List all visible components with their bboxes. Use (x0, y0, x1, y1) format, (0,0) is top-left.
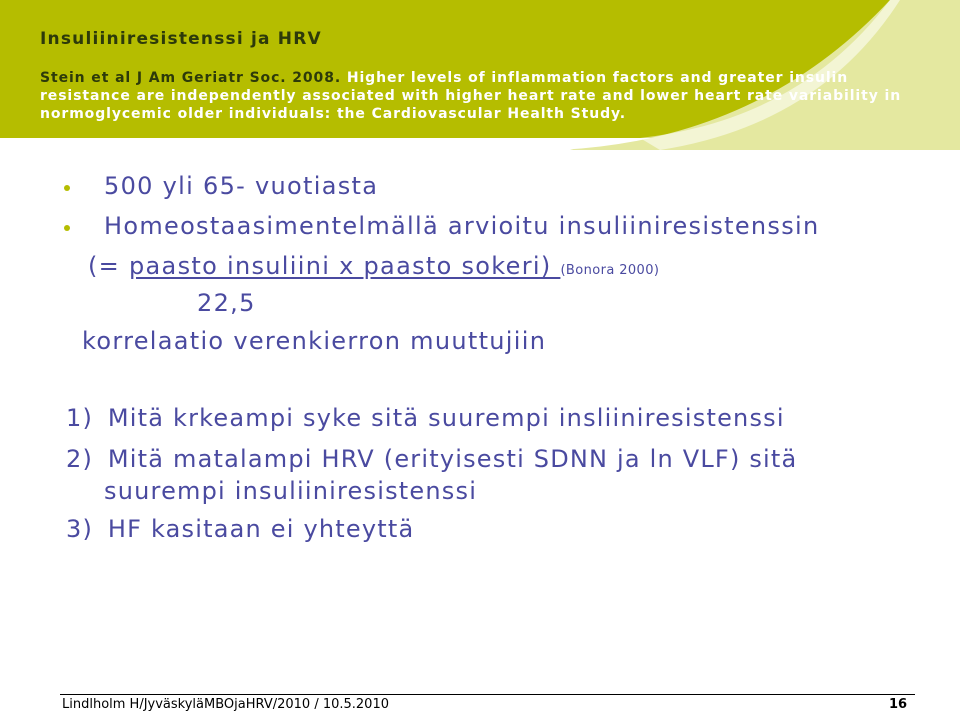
footer-divider (60, 694, 915, 695)
formula-open: (= (88, 252, 130, 280)
bullet-method: Homeostaasimentelmällä arvioitu insuliiniresistenssin (104, 212, 820, 240)
finding-number: 3) (66, 515, 94, 543)
footer-credit: Lindlholm H/JyväskyläMBOjaHRV/2010 / 10.5.2010 (62, 697, 389, 712)
correlation-text: korrelaatio verenkierron muuttujiin (82, 327, 547, 355)
citation (40, 69, 940, 123)
finding-number: 1) (66, 404, 94, 432)
finding-text: HF kasitaan ei yhteyttä (107, 515, 415, 543)
citation-study-title: Higher levels of inflammation factors and greater insulin resistance are independently associated with higher heart rate and lower heart rate variability in normoglycemic older individuals: the Cardiovascular Health Study. (40, 70, 902, 122)
finding-text: Mitä krkeampi syke sitä suurempi insliiniresistenssi (107, 404, 785, 432)
finding-item (66, 404, 785, 432)
formula-line (88, 252, 659, 280)
finding-item (66, 515, 414, 543)
finding-number: 2) (66, 445, 94, 473)
finding-continuation: suurempi insuliiniresistenssi (104, 477, 478, 505)
finding-item (66, 445, 797, 473)
finding-text: Mitä matalampi HRV (erityisesti SDNN ja ln VLF) sitä (107, 445, 798, 473)
formula-reference: (Bonora 2000) (560, 263, 660, 278)
bullet-icon (64, 225, 70, 231)
page-number: 16 (889, 697, 908, 712)
formula-definition: paasto insuliini x paasto sokeri) (129, 252, 561, 280)
citation-source: Stein et al J Am Geriatr Soc. 2008. (40, 70, 342, 86)
value-text: 22,5 (197, 289, 256, 317)
slide-title: Insuliiniresistenssi ja HRV (40, 29, 322, 49)
bullet-icon (64, 185, 70, 191)
bullet-participants: 500 yli 65- vuotiasta (104, 172, 379, 200)
